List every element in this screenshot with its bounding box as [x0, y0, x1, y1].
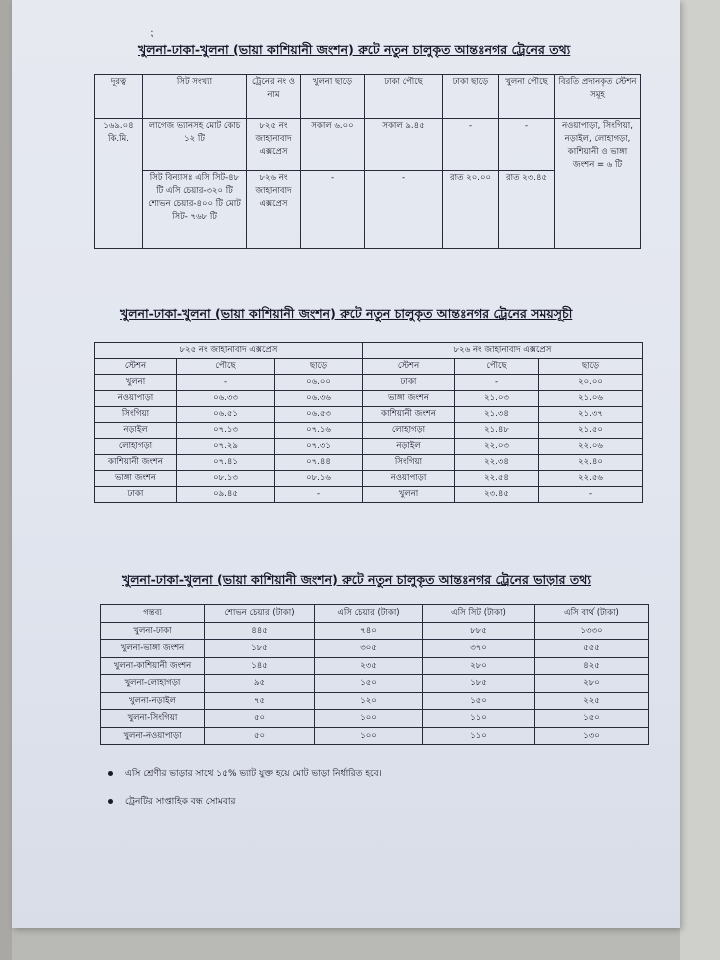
b-dep-cell: ২১.০৬ — [539, 391, 643, 407]
train-b-name: ৮২৬ নং জাহানাবাদ এক্সপ্রেস — [363, 343, 643, 359]
a-dep-cell: ০৭.৩১ — [275, 439, 363, 455]
fare-row — [101, 727, 649, 745]
notice-paper — [12, 0, 680, 928]
fare-row — [101, 640, 649, 658]
b-col-arr: পৌছে — [455, 359, 539, 375]
seat-layout-cell: সিট বিন্যাসঃ এসি সিট-৪৮ টি এসি চেয়ার-৩২০ টি শোভন চেয়ার-৪০০ টি মোট সিট- ৭৬৮ টি — [143, 171, 247, 249]
wall-right — [680, 0, 720, 960]
fare-header-ac-seat: এসি সিট (টাকা) — [423, 605, 535, 623]
b-station-cell: কাশিয়ানী জংশন — [363, 407, 455, 423]
fare-dest-cell: খুলনা-সিংগিয়া — [101, 710, 205, 728]
a-col-station: স্টেশন — [95, 359, 177, 375]
bullet-icon — [108, 799, 113, 804]
fare-shovon-cell: ৫০ — [205, 710, 315, 728]
fare-dest-cell: খুলনা-ঢাকা — [101, 622, 205, 640]
fare-row — [101, 710, 649, 728]
schedule-row — [95, 455, 643, 471]
schedule-row — [95, 439, 643, 455]
schedule-header-row — [95, 359, 643, 375]
coach-count-cell: লাগেজ ভ্যানসহ মোট কোচ ১২ টি — [143, 119, 247, 171]
fare-header-ac-chair: এসি চেয়ার (টাকা) — [315, 605, 423, 623]
b-arr-cell: ২১.৪৮ — [455, 423, 539, 439]
notes — [108, 766, 382, 822]
schedule-row — [95, 423, 643, 439]
note-vat — [108, 766, 382, 781]
a-dep-cell: ০৬.৩৬ — [275, 391, 363, 407]
r2-khulna-dep: - — [301, 171, 365, 249]
fare-ac-seat-cell: ১৫০ — [423, 692, 535, 710]
a-col-arr: পৌছে — [177, 359, 275, 375]
fare-ac-chair-cell: ১২০ — [315, 692, 423, 710]
section1-title: খুলনা-ঢাকা-খুলনা (ভায়া কাশিয়ানী জংশন) রুটে নতুন চালুকৃত আন্তঃনগর ট্রেনের তথ্য — [138, 42, 571, 57]
a-dep-cell: - — [275, 487, 363, 503]
train-a-name: ৮২৫ নং জাহানাবাদ এক্সপ্রেস — [95, 343, 363, 359]
a-station-cell: খুলনা — [95, 375, 177, 391]
b-dep-cell: ২২.৫৬ — [539, 471, 643, 487]
schedule-body — [95, 375, 643, 503]
b-arr-cell: ২১.৩৪ — [455, 407, 539, 423]
fare-ac-chair-cell: ১০০ — [315, 710, 423, 728]
b-dep-cell: - — [539, 487, 643, 503]
distance-cell: ১৬৯.০৪ কি.মি. — [95, 119, 143, 249]
fare-ac-chair-cell: ৭৪০ — [315, 622, 423, 640]
fare-row — [101, 622, 649, 640]
fare-ac-chair-cell: ৩০৫ — [315, 640, 423, 658]
a-arr-cell: ০৯.৪৫ — [177, 487, 275, 503]
a-dep-cell: ০৬.৫৩ — [275, 407, 363, 423]
a-dep-cell: ০৭.১৬ — [275, 423, 363, 439]
a-station-cell: কাশিয়ানী জংশন — [95, 455, 177, 471]
fare-ac-berth-cell: ২৮০ — [535, 675, 649, 693]
b-col-station: স্টেশন — [363, 359, 455, 375]
a-arr-cell: ০৭.২৯ — [177, 439, 275, 455]
fare-dest-cell: খুলনা-নড়াইল — [101, 692, 205, 710]
a-dep-cell: ০৮.১৬ — [275, 471, 363, 487]
fare-body — [101, 622, 649, 745]
a-dep-cell: ০৭.৪৪ — [275, 455, 363, 471]
header-dhaka-dep: ঢাকা ছাড়ে — [443, 75, 499, 119]
a-station-cell: লোহাগড়া — [95, 439, 177, 455]
a-station-cell: নড়াইল — [95, 423, 177, 439]
b-station-cell: সিংগিয়া — [363, 455, 455, 471]
bullet-icon — [108, 771, 113, 776]
b-dep-cell: ২০.০০ — [539, 375, 643, 391]
fare-ac-berth-cell: ২২৫ — [535, 692, 649, 710]
schedule-table — [94, 342, 643, 503]
a-arr-cell: ০৭.১৩ — [177, 423, 275, 439]
fare-ac-seat-cell: ৩৭০ — [423, 640, 535, 658]
fare-header-dest: গন্তব্য — [101, 605, 205, 623]
fare-ac-berth-cell: ১৩০ — [535, 727, 649, 745]
header-khulna-arr: খুলনা পৌছে — [499, 75, 555, 119]
b-station-cell: নওয়াপাড়া — [363, 471, 455, 487]
header-khulna-dep: খুলনা ছাড়ে — [301, 75, 365, 119]
fare-header-shovon: শোভন চেয়ার (টাকা) — [205, 605, 315, 623]
fare-ac-berth-cell: ৫৫৫ — [535, 640, 649, 658]
stops-cell: নওয়াপাড়া, সিংগিয়া, নড়াইল, লোহাগড়া, কাশিয়ানী ও ভাঙ্গা জংশন = ৬ টি — [555, 119, 641, 249]
a-col-dep: ছাড়ে — [275, 359, 363, 375]
b-station-cell: ঢাকা — [363, 375, 455, 391]
fare-shovon-cell: ৫০ — [205, 727, 315, 745]
header-distance: দূরত্ব — [95, 75, 143, 119]
section3-title: খুলনা-ঢাকা-খুলনা (ভায়া কাশিয়ানী জংশন) রুটে নতুন চালুকৃত আন্তঃনগর ট্রেনের ভাড়ার তথ্য — [122, 572, 592, 587]
fare-shovon-cell: ১৪৫ — [205, 657, 315, 675]
note-vat-text: এসি শ্রেণীর ভাড়ার সাথে ১৫% ভ্যাট যুক্ত হয়ে মোট ভাড়া নির্ধারিত হবে। — [125, 769, 382, 779]
schedule-row — [95, 391, 643, 407]
train-info-row-825 — [95, 119, 641, 171]
train-info-table — [94, 74, 641, 249]
header-stops: বিরতি প্রদানকৃত স্টেশন সমূহ — [555, 75, 641, 119]
fare-ac-seat-cell: ৮৮৫ — [423, 622, 535, 640]
header-seats: সিট সংখ্যা — [143, 75, 247, 119]
b-arr-cell: - — [455, 375, 539, 391]
b-arr-cell: ২২.৩৪ — [455, 455, 539, 471]
a-arr-cell: ০৭.৪১ — [177, 455, 275, 471]
note-offday-text: ট্রেনটির সাপ্তাহিক বন্ধ সোমবার — [125, 797, 236, 807]
section2-title: খুলনা-ঢাকা-খুলনা (ভায়া কাশিয়ানী জংশন) রুটে নতুন চালুকৃত আন্তঃনগর ট্রেনের সময়সূচী — [120, 306, 573, 321]
fare-dest-cell: খুলনা-কাশিয়ানী জংশন — [101, 657, 205, 675]
fare-ac-berth-cell: ১৩৩০ — [535, 622, 649, 640]
header-dhaka-arr: ঢাকা পৌছে — [365, 75, 443, 119]
a-station-cell: ভাঙ্গা জংশন — [95, 471, 177, 487]
fare-shovon-cell: ১৮৫ — [205, 640, 315, 658]
fare-ac-seat-cell: ১৮৫ — [423, 675, 535, 693]
b-dep-cell: ২১.৫০ — [539, 423, 643, 439]
fare-dest-cell: খুলনা-ভাঙ্গা জংশন — [101, 640, 205, 658]
fare-ac-seat-cell: ১১০ — [423, 727, 535, 745]
a-station-cell: ঢাকা — [95, 487, 177, 503]
b-arr-cell: ২৩.৪৫ — [455, 487, 539, 503]
fare-row — [101, 657, 649, 675]
schedule-row — [95, 487, 643, 503]
a-station-cell: নওয়াপাড়া — [95, 391, 177, 407]
pin-mark: ⁏ — [150, 28, 154, 39]
fare-shovon-cell: ৯৫ — [205, 675, 315, 693]
train-825-cell: ৮২৫ নং জাহানাবাদ এক্সপ্রেস — [247, 119, 301, 171]
fare-dest-cell: খুলনা-নওয়াপাড়া — [101, 727, 205, 745]
fare-ac-seat-cell: ২৮০ — [423, 657, 535, 675]
a-arr-cell: ০৬.৫১ — [177, 407, 275, 423]
wall-left — [0, 0, 12, 960]
b-arr-cell: ২১.০৩ — [455, 391, 539, 407]
fare-ac-chair-cell: ১০০ — [315, 727, 423, 745]
fare-table — [100, 604, 649, 745]
b-station-cell: নড়াইল — [363, 439, 455, 455]
b-station-cell: খুলনা — [363, 487, 455, 503]
r1-khulna-dep: সকাল ৬.০০ — [301, 119, 365, 171]
fare-ac-chair-cell: ২৩৫ — [315, 657, 423, 675]
a-arr-cell: - — [177, 375, 275, 391]
b-arr-cell: ২২.৫৪ — [455, 471, 539, 487]
fare-row — [101, 692, 649, 710]
schedule-row — [95, 407, 643, 423]
b-dep-cell: ২১.৩৭ — [539, 407, 643, 423]
fare-header-row — [101, 605, 649, 623]
fare-shovon-cell: ৪৪৫ — [205, 622, 315, 640]
fare-ac-chair-cell: ১৫০ — [315, 675, 423, 693]
r2-dhaka-dep: রাত ২০.০০ — [443, 171, 499, 249]
fare-shovon-cell: ৭৫ — [205, 692, 315, 710]
b-dep-cell: ২২.০৬ — [539, 439, 643, 455]
r1-khulna-arr: - — [499, 119, 555, 171]
fare-header-ac-berth: এসি বার্থ (টাকা) — [535, 605, 649, 623]
fare-row — [101, 675, 649, 693]
fare-ac-seat-cell: ১১০ — [423, 710, 535, 728]
a-dep-cell: ০৬.০০ — [275, 375, 363, 391]
note-offday — [108, 794, 382, 809]
a-arr-cell: ০৮.১৩ — [177, 471, 275, 487]
fare-dest-cell: খুলনা-লোহাগড়া — [101, 675, 205, 693]
r1-dhaka-arr: সকাল ৯.৪৫ — [365, 119, 443, 171]
r2-dhaka-arr: - — [365, 171, 443, 249]
b-station-cell: লোহাগড়া — [363, 423, 455, 439]
train-info-header-row — [95, 75, 641, 119]
fare-ac-berth-cell: ১৫০ — [535, 710, 649, 728]
b-arr-cell: ২২.০৩ — [455, 439, 539, 455]
a-arr-cell: ০৬.৩৩ — [177, 391, 275, 407]
schedule-row — [95, 471, 643, 487]
a-station-cell: সিংগিয়া — [95, 407, 177, 423]
b-col-dep: ছাড়ে — [539, 359, 643, 375]
b-station-cell: ভাঙ্গা জংশন — [363, 391, 455, 407]
r1-dhaka-dep: - — [443, 119, 499, 171]
fare-ac-berth-cell: ৪২৫ — [535, 657, 649, 675]
schedule-row — [95, 375, 643, 391]
b-dep-cell: ২২.৪০ — [539, 455, 643, 471]
header-train: ট্রেনের নং ও নাম — [247, 75, 301, 119]
schedule-train-row — [95, 343, 643, 359]
r2-khulna-arr: রাত ২৩.৪৫ — [499, 171, 555, 249]
train-826-cell: ৮২৬ নং জাহানাবাদ এক্সপ্রেস — [247, 171, 301, 249]
